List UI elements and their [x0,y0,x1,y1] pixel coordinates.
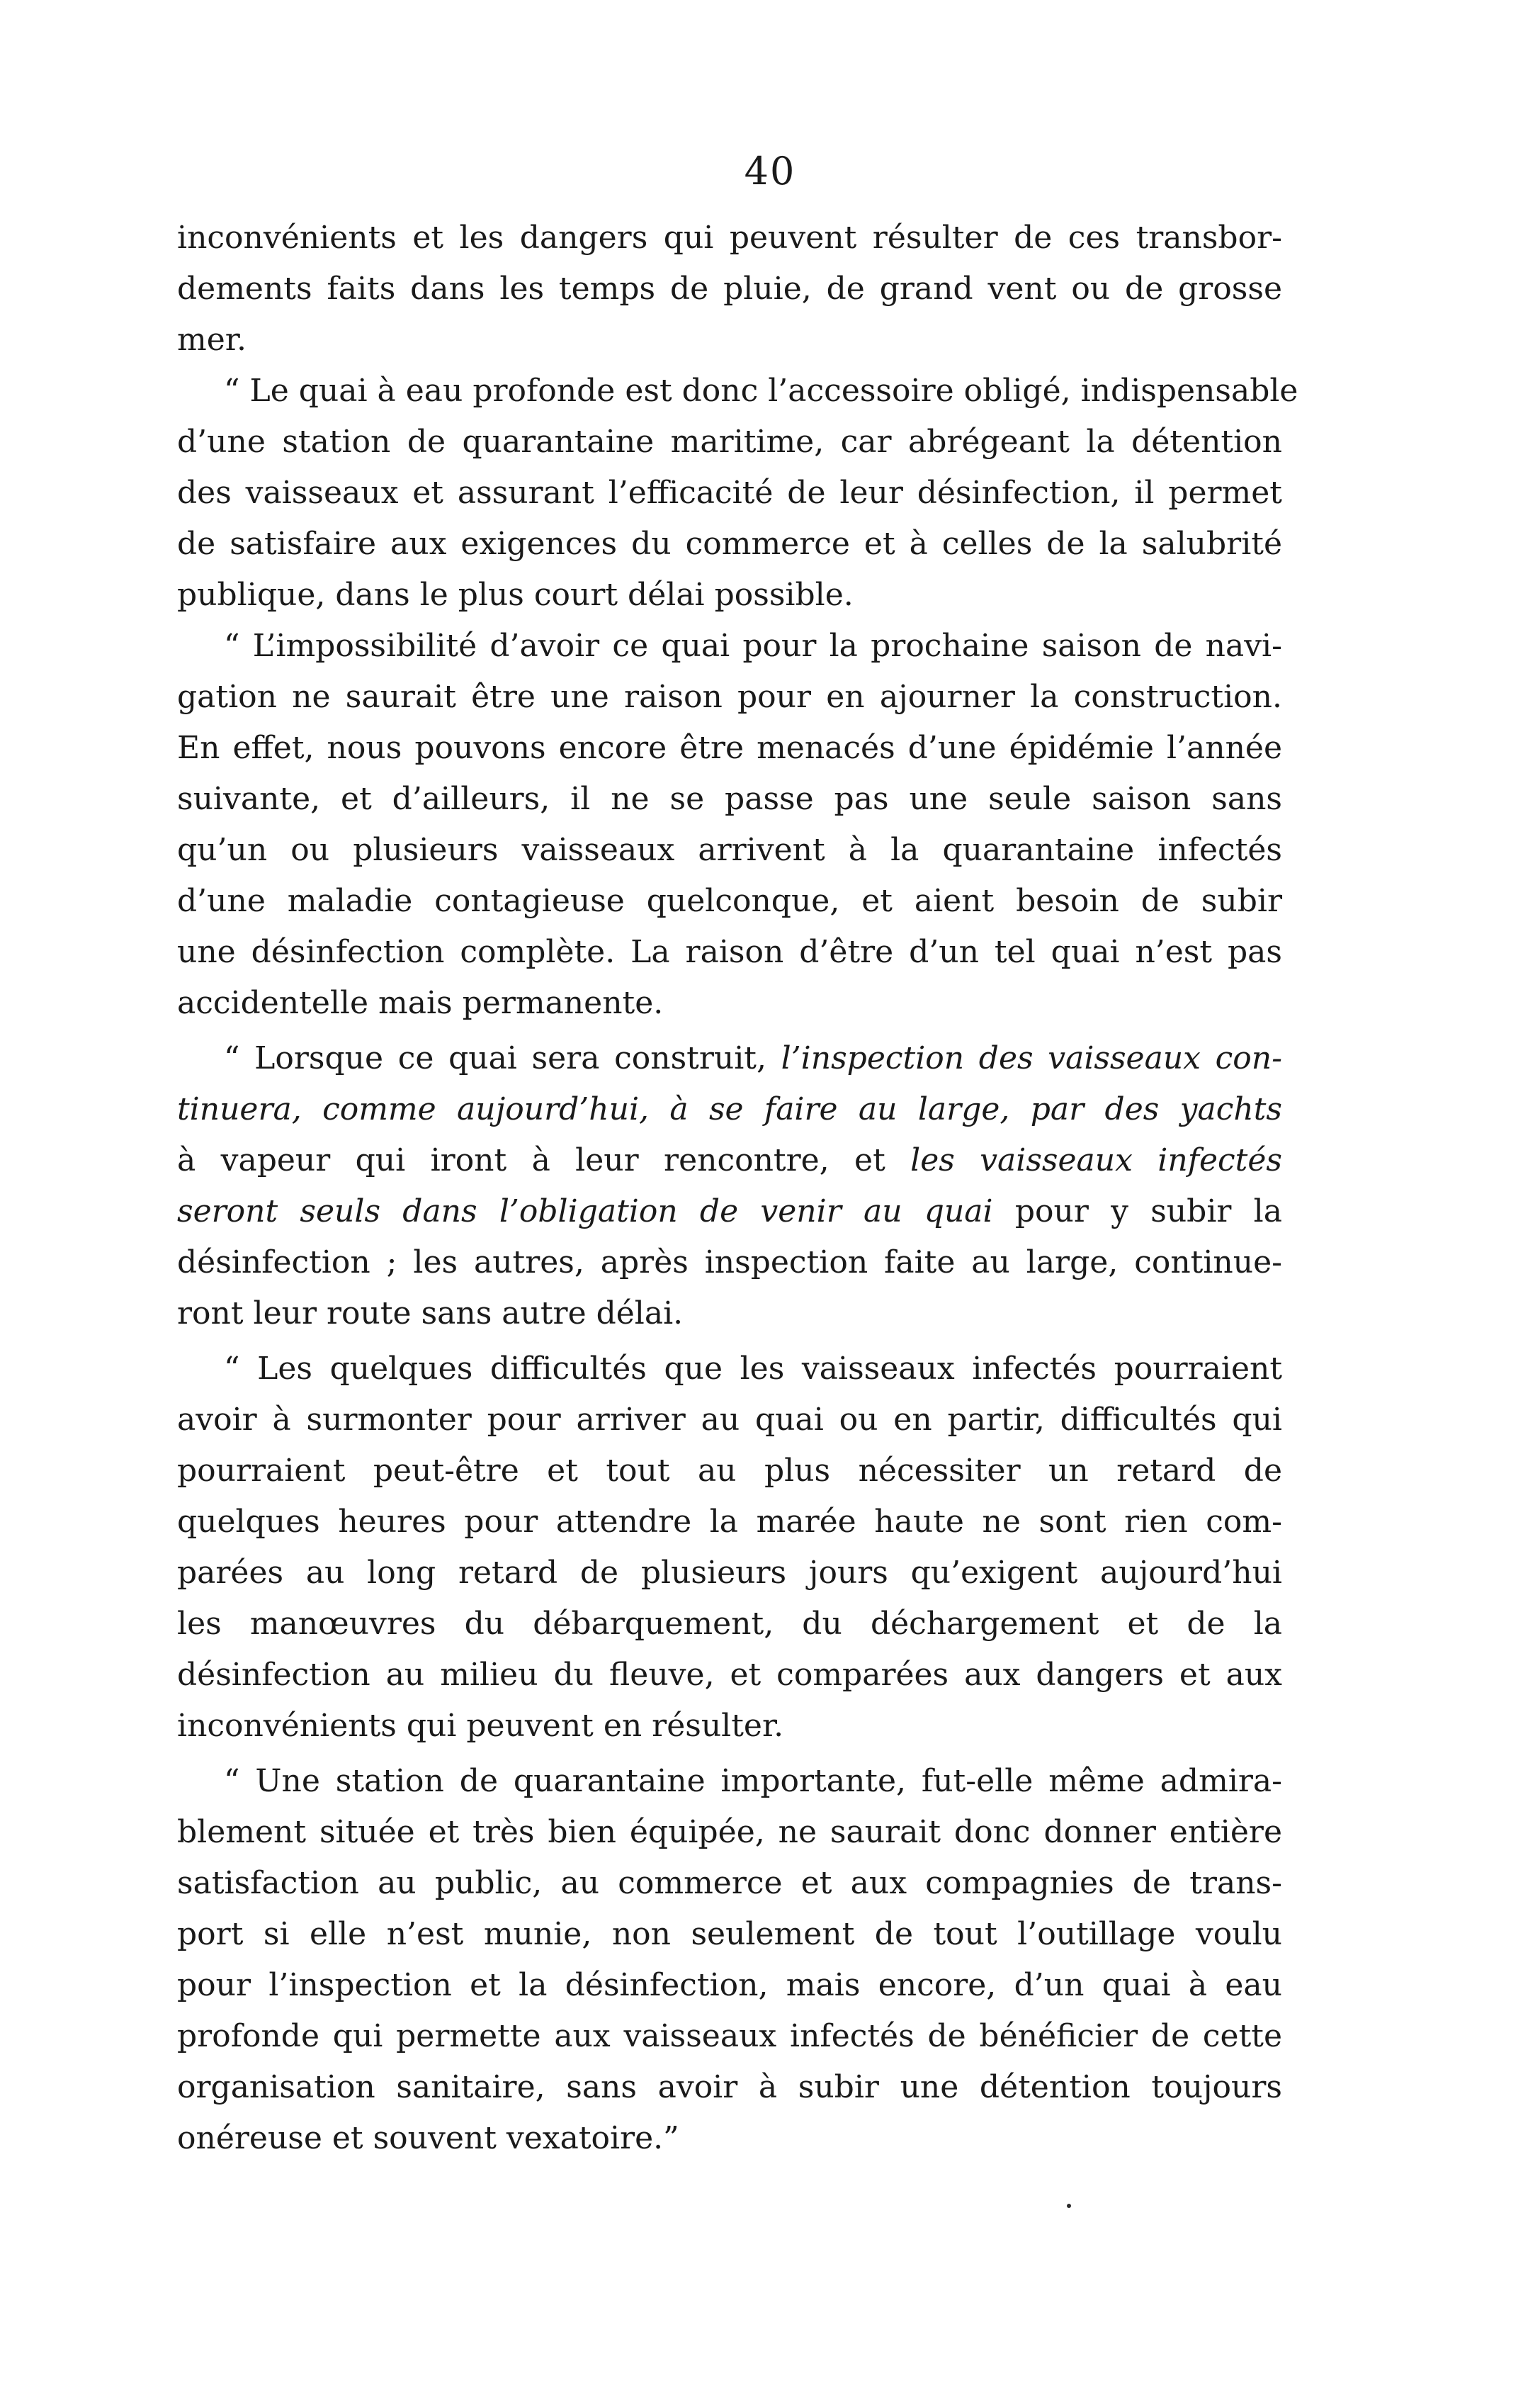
text-line [177,1135,1282,1186]
text-line: suivante, et d’ailleurs, il ne se passe pas une seule saison sans [177,781,1282,817]
text-line: ront leur route sans autre délai. [177,1295,684,1331]
text-line: qu’un ou plusieurs vaisseaux arrivent à la quarantaine infectés [177,832,1282,868]
text-line: avoir à surmonter pour arriver au quai ou en partir, difficultés qui [177,1402,1282,1438]
paragraph-2 [177,366,1298,621]
body-text [177,213,1298,2164]
text-line: pour l’inspection et la désinfection, mais encore, d’un quai à eau [177,1967,1282,2003]
text-run: “ Lorsque ce quai sera construit, [224,1040,781,1076]
text-line: profonde qui permette aux vaisseaux infectés de bénéficier de cette [177,2018,1282,2054]
text-line: d’une station de quarantaine maritime, car abrégeant la détention [177,424,1282,460]
text-line [177,1084,1282,1135]
text-line: désinfection au milieu du fleuve, et comparées aux dangers et aux [177,1657,1282,1693]
text-line: port si elle n’est munie, non seulement de tout l’outillage voulu [177,1916,1282,1952]
italic-run: seront seuls dans l’obligation de venir au quai [177,1193,993,1229]
text-line: organisation sanitaire, sans avoir à subir une détention toujours [177,2069,1282,2105]
text-line: gation ne saurait être une raison pour en ajourner la construction. [177,679,1282,715]
text-line: publique, dans le plus court délai possible. [177,577,854,613]
text-line: “ Une station de quarantaine importante, fut-elle même admira- [224,1763,1282,1799]
text-line [177,1033,1282,1084]
paragraph-5 [177,1343,1282,1752]
text-line: mer. [177,322,247,358]
paragraph-6 [177,1756,1282,2164]
text-line: une désinfection complète. La raison d’être d’un tel quai n’est pas [177,934,1282,970]
text-line: inconvénients et les dangers qui peuvent résulter de ces transbor- [177,220,1282,256]
text-line: “ Le quai à eau profonde est donc l’accessoire obligé, indispensable [224,373,1298,409]
page-number: 40 [744,149,796,193]
paragraph-3 [177,621,1282,1029]
text-line: désinfection ; les autres, après inspection faite au large, continue- [177,1244,1282,1280]
text-line: les manœuvres du débarquement, du déchargement et de la [177,1606,1282,1642]
text-line: quelques heures pour attendre la marée haute ne sont rien com- [177,1504,1282,1540]
text-line: blement située et très bien équipée, ne saurait donc donner entière [177,1814,1282,1850]
ink-speck [1067,2204,1071,2208]
text-line: d’une maladie contagieuse quelconque, et aient besoin de subir [177,883,1282,919]
text-line: onéreuse et souvent vexatoire.” [177,2120,679,2156]
text-line: accidentelle mais permanente. [177,985,664,1021]
text-line: dements faits dans les temps de pluie, de grand vent ou de grosse [177,271,1282,307]
text-line: pourraient peut-être et tout au plus nécessiter un retard de [177,1453,1282,1489]
text-line: “ Les quelques difficultés que les vaisseaux infectés pourraient [224,1351,1282,1387]
text-run: pour y subir la [992,1193,1282,1229]
italic-run: l’inspection des vaisseaux con- [781,1040,1282,1076]
text-line: de satisfaire aux exigences du commerce et à celles de la salubrité [177,526,1282,562]
text-line: “ L’impossibilité d’avoir ce quai pour la prochaine saison de navi- [224,628,1282,664]
text-line: inconvénients qui peuvent en résulter. [177,1708,784,1744]
paragraph-4 [177,1033,1282,1339]
text-line: parées au long retard de plusieurs jours qu’exigent aujourd’hui [177,1555,1282,1591]
italic-run: tinuera, comme aujourd’hui, à se faire au large, par des yachts [177,1091,1282,1127]
text-line: satisfaction au public, au commerce et aux compagnies de trans- [177,1865,1282,1901]
text-line: En effet, nous pouvons encore être menacés d’une épidémie l’année [177,730,1282,766]
italic-run: les vaisseaux infectés [910,1142,1282,1178]
text-line [177,1186,1282,1237]
paragraph-1 [177,213,1282,366]
text-run: à vapeur qui iront à leur rencontre, et [177,1142,911,1178]
text-line: des vaisseaux et assurant l’efficacité de leur désinfection, il permet [177,475,1282,511]
